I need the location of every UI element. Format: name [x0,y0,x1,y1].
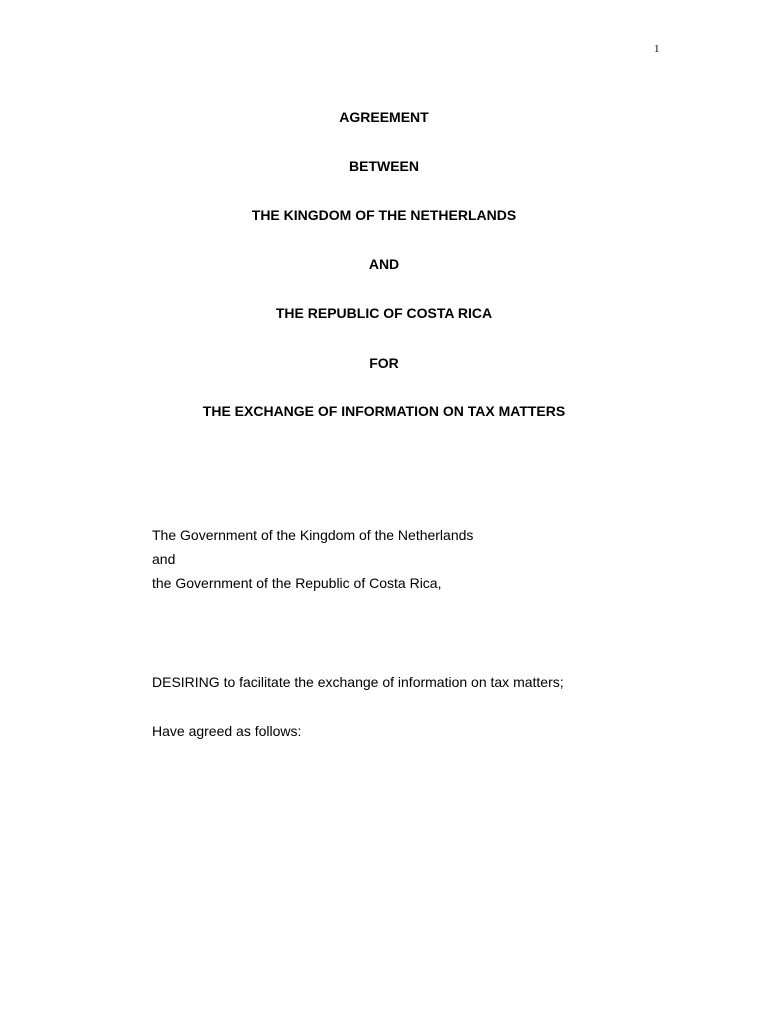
preamble-desiring: DESIRING to facilitate the exchange of information on tax matters; [152,674,564,690]
title-and: AND [368,256,400,272]
title-agreement: AGREEMENT [339,109,429,125]
page-number: 1 [654,43,660,55]
title-party-costa-rica: THE REPUBLIC OF COSTA RICA [275,305,493,321]
parties-line-netherlands: The Government of the Kingdom of the Netherlands [152,527,474,543]
title-party-netherlands: THE KINGDOM OF THE NETHERLANDS [251,207,517,223]
parties-line-and: and [152,551,176,567]
parties-line-costa-rica: the Government of the Republic of Costa Rica, [152,575,442,591]
title-between: BETWEEN [349,158,419,174]
title-for: FOR [369,355,399,371]
title-subject: THE EXCHANGE OF INFORMATION ON TAX MATTERS [202,403,566,419]
preamble-agreed: Have agreed as follows: [152,723,302,739]
